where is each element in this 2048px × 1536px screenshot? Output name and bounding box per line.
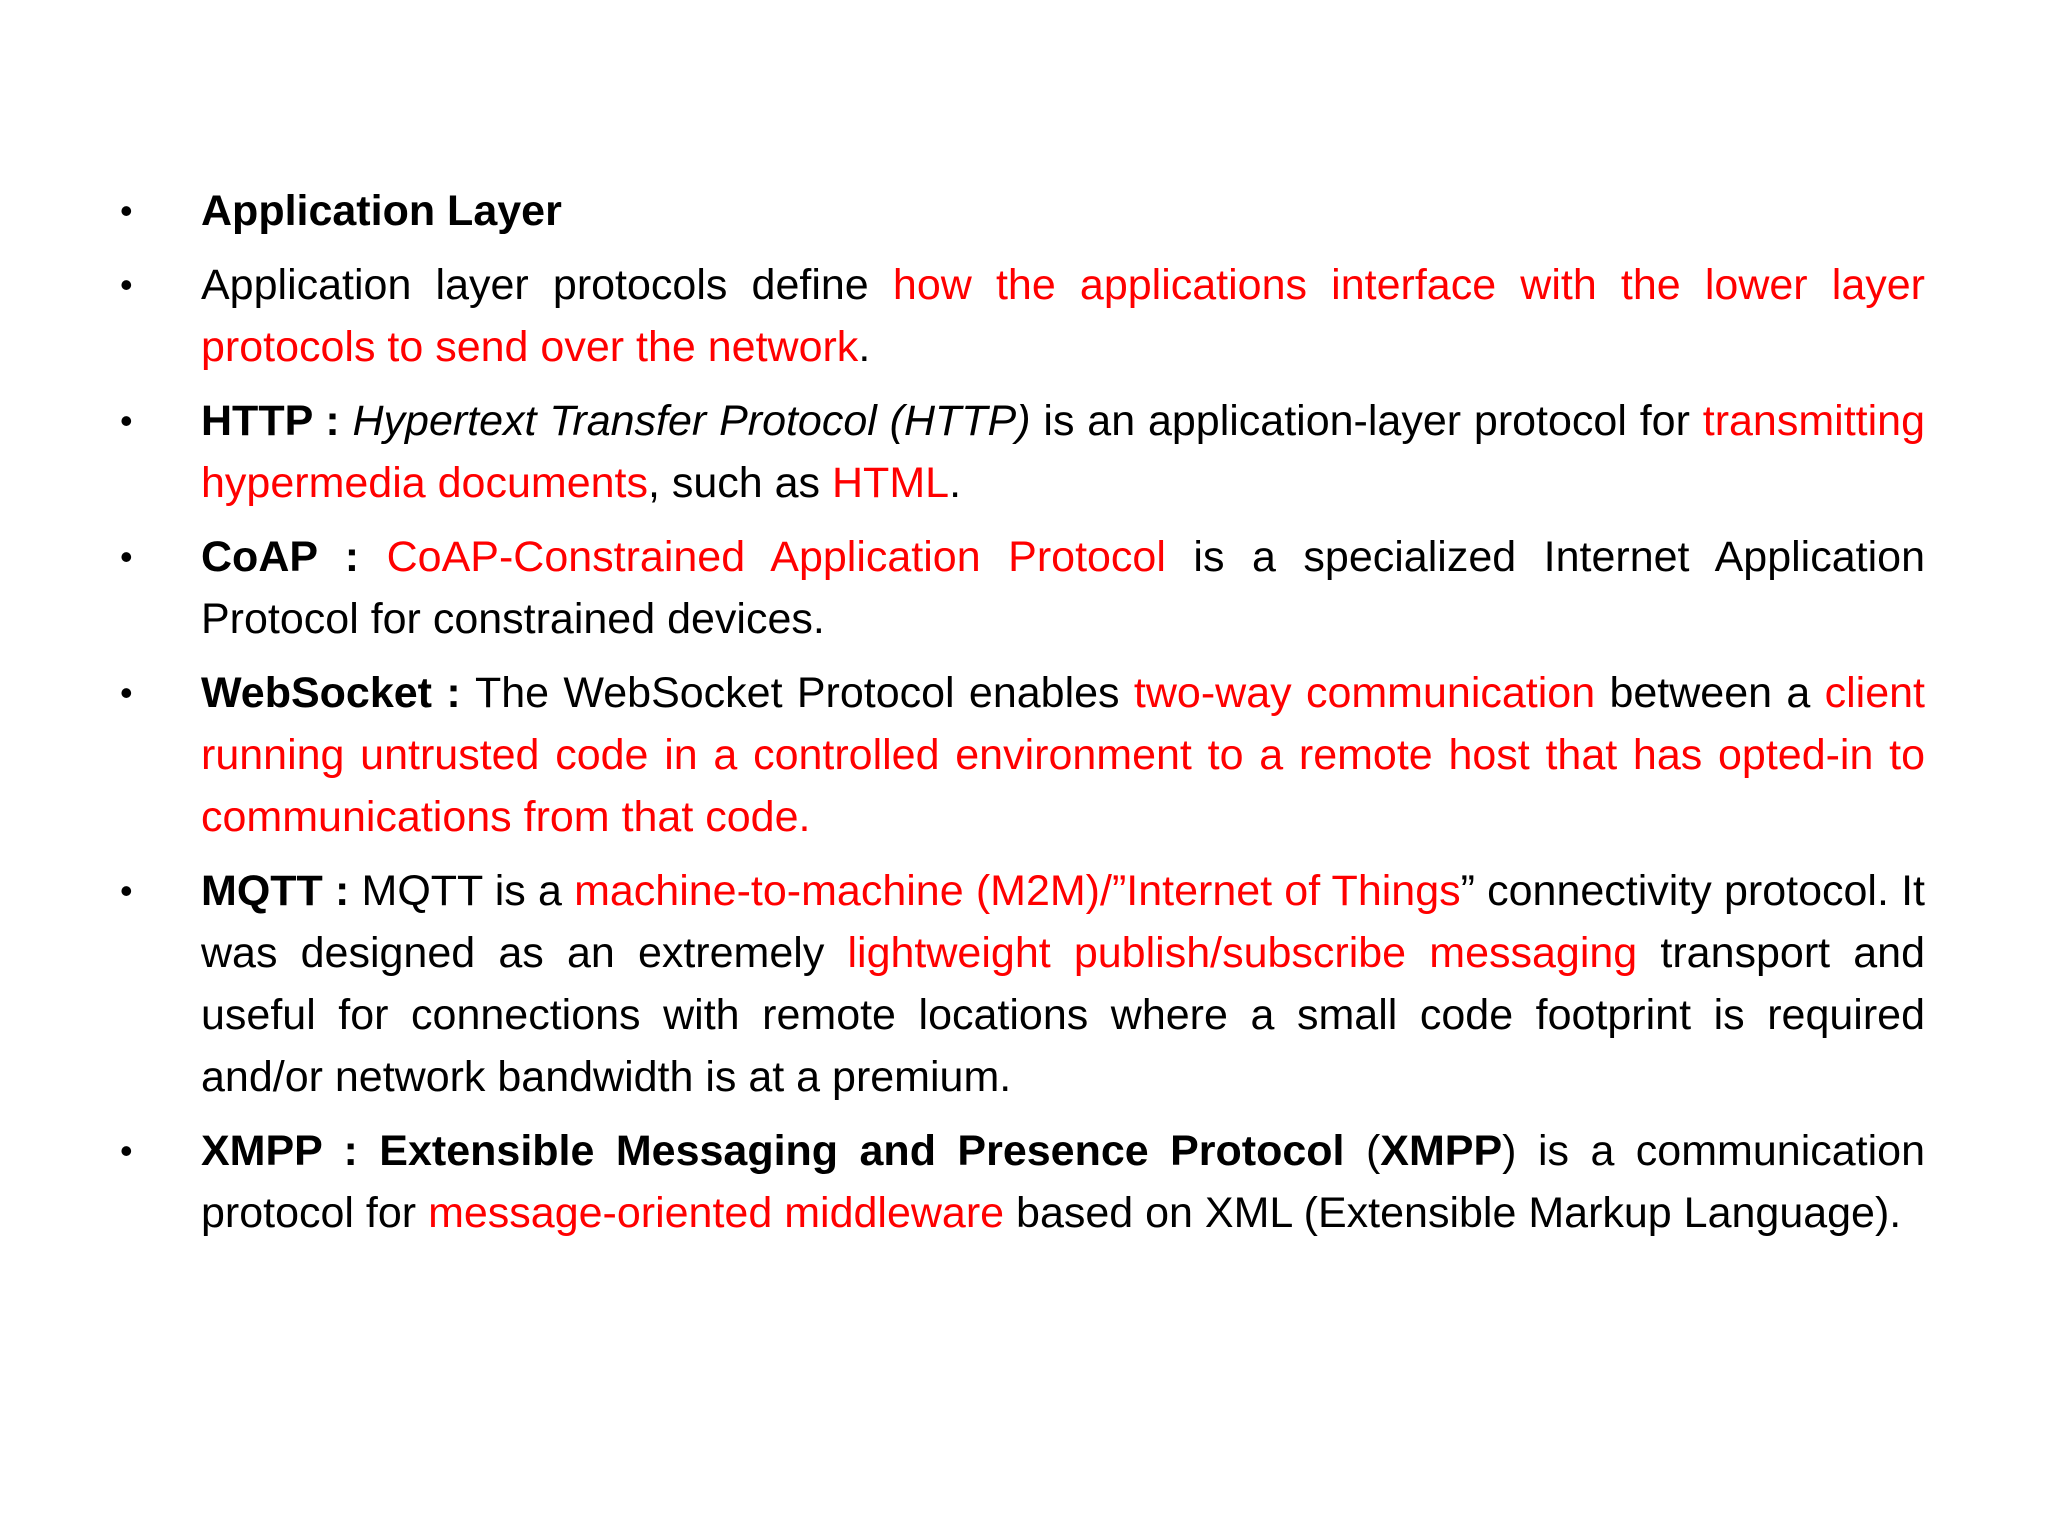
body-text: . (858, 323, 871, 371)
highlighted-text: how the applications interface with the lower layer protocols to send over the network (201, 261, 1926, 371)
bullet-icon: • (120, 190, 133, 231)
body-text: is an application-layer protocol for (1030, 397, 1703, 445)
bullet-list (120, 180, 1925, 1256)
bold-text: HTTP : (201, 397, 353, 445)
body-text: is a specialized Internet Application Protocol for constrained devices. (201, 533, 1925, 643)
highlighted-text: lightweight publish/subscribe messaging (847, 929, 1638, 977)
body-text: The WebSocket Protocol enables (475, 669, 1134, 717)
bold-text: CoAP : (201, 533, 387, 581)
body-text: between a (1595, 669, 1825, 717)
body-text: Hypertext Transfer Protocol (HTTP) (352, 397, 1031, 445)
highlighted-text: message-oriented middleware (428, 1189, 1005, 1237)
bullet-item (120, 390, 1925, 514)
body-text: ( (1344, 1127, 1381, 1175)
bold-text: Application Layer (201, 187, 562, 235)
highlighted-text: client running untrusted code in a controlled environment to a remote host that has opted-in to communications from that code. (201, 669, 1926, 841)
bullet-icon: • (120, 672, 133, 713)
bold-text: XMPP : Extensible Messaging and Presence Protocol (201, 1127, 1345, 1175)
bullet-item (120, 180, 1925, 242)
body-text: ” connectivity protocol. It was designed as an extremely (201, 867, 1925, 977)
highlighted-text: HTML (832, 459, 950, 507)
body-text: ) is a communication protocol for (201, 1127, 1925, 1237)
highlighted-text: transmitting hypermedia documents (201, 397, 1925, 507)
bullet-item (120, 1120, 1925, 1244)
body-text: based on XML (Extensible Markup Language). (1004, 1189, 1902, 1237)
bold-text: WebSocket : (201, 669, 475, 717)
bullet-item (120, 662, 1925, 848)
highlighted-text: two-way communication (1133, 669, 1596, 717)
body-text: MQTT is a (361, 867, 575, 915)
bullet-item (120, 526, 1925, 650)
bullet-icon: • (120, 264, 133, 305)
bold-text: MQTT : (201, 867, 362, 915)
bullet-item (120, 254, 1925, 378)
bullet-icon: • (120, 536, 133, 577)
highlighted-text: machine-to-machine (M2M)/”Internet of Things (574, 867, 1461, 915)
bullet-icon: • (120, 870, 133, 911)
bullet-item (120, 860, 1925, 1108)
body-text: transport and useful for connections with remote locations where a small code footprint is required and/or network bandwidth is at a premium. (201, 929, 1925, 1101)
body-text: , such as (647, 459, 832, 507)
body-text: . (949, 459, 962, 507)
bullet-icon: • (120, 1130, 133, 1171)
bold-text: XMPP (1380, 1127, 1503, 1175)
highlighted-text: CoAP-Constrained Application Protocol (386, 533, 1166, 581)
body-text: Application layer protocols define (201, 261, 893, 309)
bullet-icon: • (120, 400, 133, 441)
